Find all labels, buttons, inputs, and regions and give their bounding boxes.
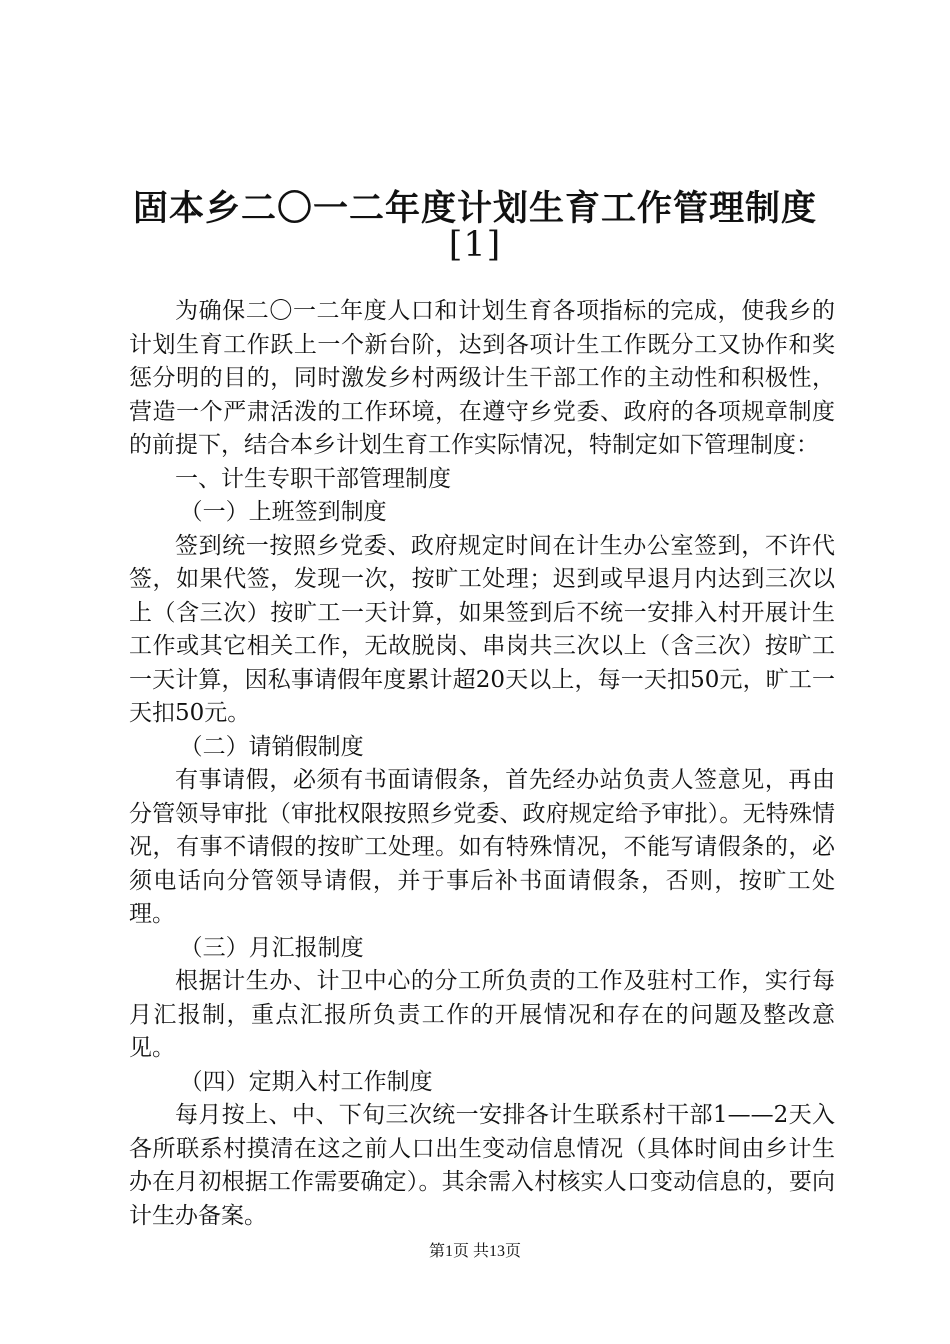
document-title-suffix: [1] <box>448 225 502 265</box>
document-body <box>129 295 835 1233</box>
page-footer <box>0 1242 950 1262</box>
body-paragraph: 根据计生办、计卫中心的分工所负责的工作及驻村工作，实行每月汇报制，重点汇报所负责工作的开展情况和存在的问题及整改意见。 <box>129 968 835 1061</box>
body-paragraph: 每月按上、中、下旬三次统一安排各计生联系村干部1——2天入各所联系村摸清在这之前人口出生变动信息情况（具体时间由乡计生办在月初根据工作需要确定）。其余需入村核实人口变动信息的，要向计生办备案。 <box>129 1102 835 1229</box>
body-paragraph: 签到统一按照乡党委、政府规定时间在计生办公室签到，不许代签，如果代签，发现一次，按旷工处理；迟到或早退月内达到三次以上（含三次）按旷工一天计算，如果签到后不统一安排入村开展计生工作或其它相关工作，无故脱岗、串岗共三次以上（含三次）按旷工一天计算，因私事请假年度累计超20天以上，每一天扣50元，旷工一天扣50元。 <box>129 532 835 726</box>
section-heading: 一、计生专职干部管理制度 <box>175 465 451 492</box>
subsection-heading: （二）请销假制度 <box>179 733 364 760</box>
intro-paragraph: 为确保二〇一二年度人口和计划生育各项指标的完成，使我乡的计划生育工作跃上一个新台阶，达到各项计生工作既分工又协作和奖惩分明的目的，同时激发乡村两级计生干部工作的主动性和积极性，营造一个严肃活泼的工作环境，在遵守乡党委、政府的各项规章制度的前提下，结合本乡计划生育工作实际情况，特制定如下管理制度： <box>129 298 835 458</box>
subsection-heading: （三）月汇报制度 <box>179 934 364 961</box>
body-paragraph: 有事请假，必须有书面请假条，首先经办站负责人签意见，再由分管领导审批（审批权限按照乡党委、政府规定给予审批）。无特殊情况，有事不请假的按旷工处理。如有特殊情况，不能写请假条的，必须电话向分管领导请假，并于事后补书面请假条，否则，按旷工处理。 <box>129 767 835 927</box>
subsection-heading: （四）定期入村工作制度 <box>179 1068 433 1095</box>
subsection-heading: （一）上班签到制度 <box>179 499 387 525</box>
document-title: 固本乡二〇一二年度计划生育工作管理制度 <box>132 189 817 229</box>
page-number: 第1页 共13页 <box>428 1243 521 1260</box>
